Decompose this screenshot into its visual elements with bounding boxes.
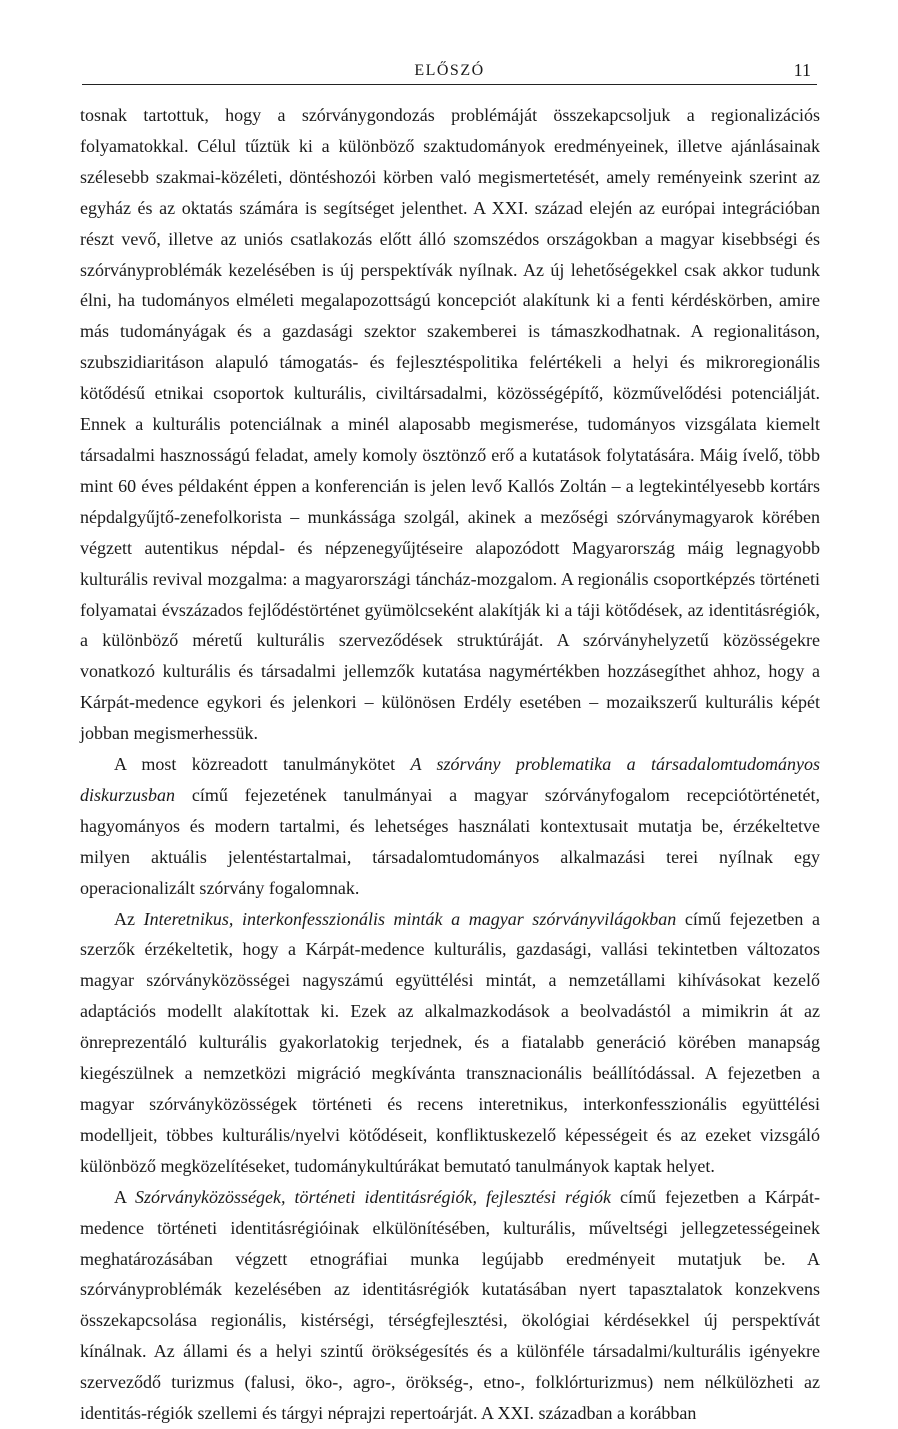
text-run: Az xyxy=(114,908,144,929)
book-section-title: A szórvány problematika a társadalomtudományos diskurzusban xyxy=(80,754,820,805)
book-section-title: Interetnikus, interkonfesszionális minták a magyar szórványvilágokban xyxy=(143,908,677,929)
paragraph-4 xyxy=(80,1182,820,1429)
text-run: tosnak tartottuk, hogy a szórványgondozás problémáját összekapcsoljuk a regionalizációs folyamatokkal. Célul tűztük ki a különböző szaktudományok eredményeinek, illetve ajánlásainak szélesebb szakmai-közéleti, döntéshozói körben való megismertetését, amely reményeink szerint az egyház és az oktatás számára is segítséget jelenthet. A XXI. század elején az európai integrációban részt vevő, illetve az uniós csatlakozás előtt álló szomszédos országokban a magyar kisebbségi és szórványproblémák kezelésében is új perspektívák nyílnak. Az új lehetőségekkel csak akkor tudunk élni, ha tudományos elméleti megalapozottságú koncepciót alakítunk ki a fenti kérdéskörben, amire más tudományágak és a gazdasági szektor szakemberei is támaszkodhatnak. A regionalitáson, szubszidiaritáson alapuló támogatás- és fejlesztéspolitika felértékeli a helyi és mikroregionális kötődésű etnikai csoportok kulturális, civiltársadalmi, közösségépítő, közművelődési potenciálját. Ennek a kulturális potenciálnak a minél alaposabb megismerése, tudományos vizsgálata kiemelt társadalmi hasznosságú feladat, amely komoly ösztönző erő a kutatások folytatására. Máig ívelő, több mint 60 éves példaként éppen a konferencián is jelen levő Kallós Zoltán – a legtekintélyesebb kortárs népdalgyűjtő-zenefolkorista – munkássága szolgál, akinek a mezőségi szórványmagyarok körében végzett autentikus népdal- és népzenegyűjtéseire alapozódott Magyarország máig legnagyobb kulturális revival mozgalma: a magyarországi táncház-mozgalom. A regionális csoportképzés történeti folyamatai évszázados fejlődéstörténet gyümölcseként alakítják ki a táji kötődések, az identitásrégiók, a különböző méretű kulturális szerveződések struktúráját. A szórványhelyzetű közösségekre vonatkozó kulturális és társadalmi jellemzők kutatása nagymértékben hozzásegíthet ahhoz, hogy a Kárpát-medence egykori és jelenkori – különösen Erdély esetében – mozaikszerű kulturális képét jobban megismerhessük. xyxy=(80,105,820,744)
book-section-title: Szórványközösségek, történeti identitásrégiók, fejlesztési régiók xyxy=(135,1186,612,1207)
text-run: című fejezetben a szerzők érzékeltetik, hogy a Kárpát-medence kulturális, gazdasági, vallási tekintetben változatos magyar szórványközösségei nagyszámú együttélési mintát, a nemzetállami kihívásokat kezelő adaptációs modellt alakítottak ki. Ezek az alkalmazkodások a beolvadástól a mimikrin át az önreprezentáló kulturális gyakorlatokig terjednek, és a fiatalabb generáció körében manapság kiegészülnek a nemzetközi migráció megkívánta transznacionális beállítódással. A fejezetben a magyar szórványközösségek történeti és recens interetnikus, interkonfesszionális együttélési modelljeit, többes kulturális/nyelvi kötődéseit, konfliktuskezelő képességeit és az ezeket vizsgáló különböző megközelítéseket, tudománykultúrákat bemutató tanulmányok kaptak helyet. xyxy=(80,908,820,1176)
text-run: A most közreadott tanulmánykötet xyxy=(114,754,411,775)
text-run: A xyxy=(114,1186,136,1207)
body-text xyxy=(80,100,820,1429)
chapter-title: ELŐSZÓ xyxy=(414,62,485,79)
running-header xyxy=(82,60,817,85)
text-run: című fejezetének tanulmányai a magyar szórványfogalom recepciótörténetét, hagyományos és modern tartalmi, és lehetséges használati kontextusait mutatja be, érzékeltetve milyen aktuális jelentéstartalmai, társadalomtudományos alkalmazási terei nyílnak egy operacionalizált szórvány fogalomnak. xyxy=(80,784,820,898)
paragraph-3 xyxy=(80,904,820,1182)
paragraph-2 xyxy=(80,749,820,904)
paragraph-1 xyxy=(80,100,820,749)
page-number: 11 xyxy=(793,60,811,80)
text-run: című fejezetben a Kárpát-medence történeti identitásrégióinak elkülönítésében, kulturális, műveltségi jellegzetességeinek meghatározásában végzett etnográfiai munka legújabb eredményeit mutatjuk be. A szórványproblémák kezelésében az identitásrégiók kutatásában nyert tapasztalatok konzekvens összekapcsolása regionális, kistérségi, térségfejlesztési, ökológiai kérdésekkel új perspektívát kínálnak. Az állami és a helyi szintű örökségesítés és a különféle társadalmi/kulturális igényekre szerveződő turizmus (falusi, öko-, agro-, örökség-, etno-, folklórturizmus) nem nélkülözheti az identitás-régiók szellemi és tárgyi néprajzi repertoárját. A XXI. században a korábban xyxy=(80,1186,821,1424)
